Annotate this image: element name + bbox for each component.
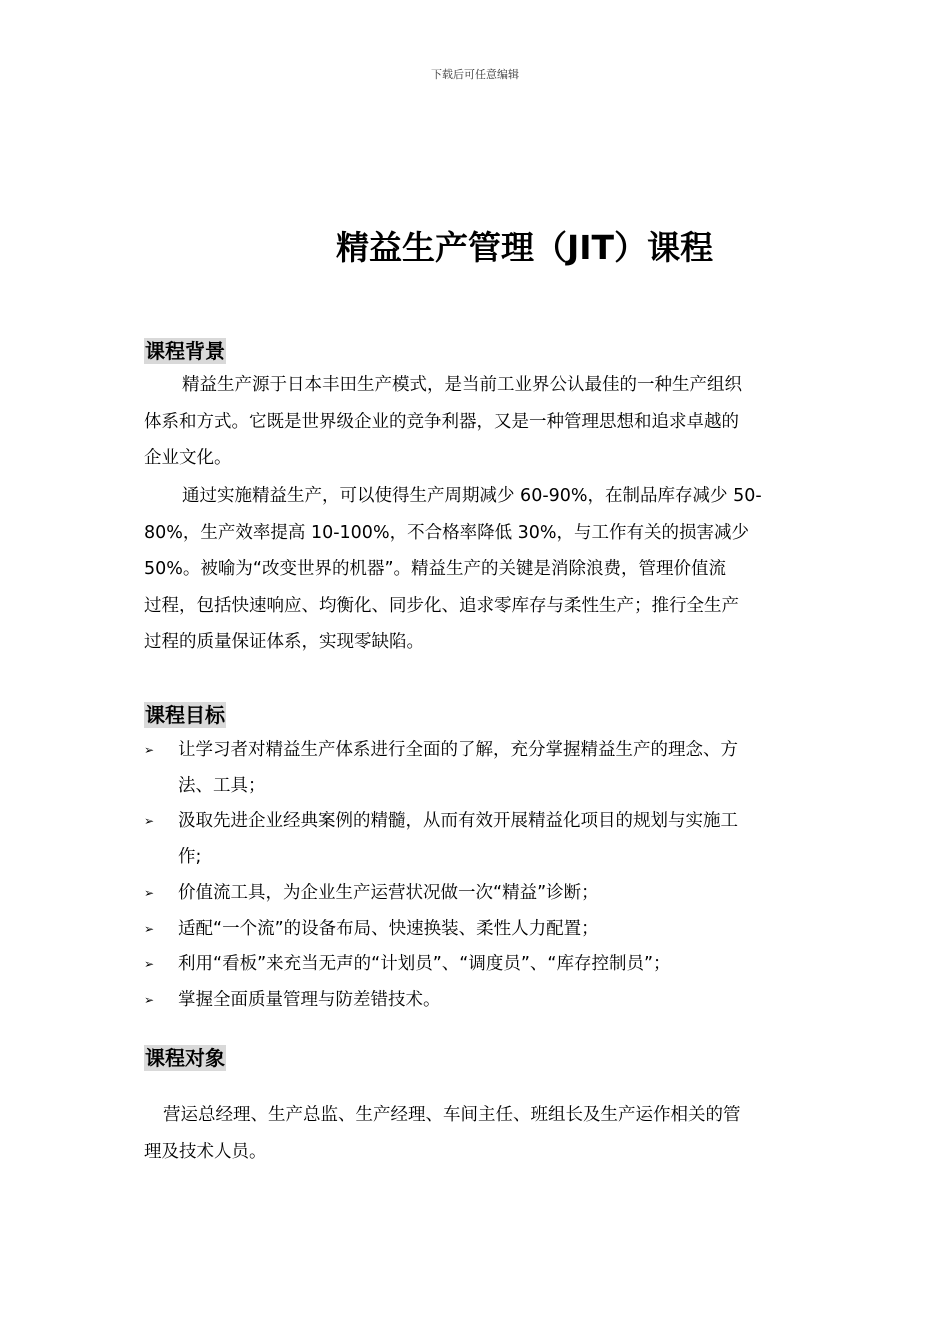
goal-item-line: 法、工具；	[178, 775, 266, 796]
paragraph-line: 过程，包括快速响应、均衡化、同步化、追求零库存与柔性生产；推行全生产	[144, 595, 739, 616]
audience-paragraph	[144, 1097, 804, 1170]
goal-item-line: 利用“看板”来充当无声的“计划员”、“调度员”、“库存控制员”；	[178, 954, 671, 975]
page-header-note: 下载后可任意编辑	[431, 68, 519, 81]
goal-item-line: 价值流工具，为企业生产运营状况做一次“精益”诊断；	[178, 882, 599, 903]
paragraph-line: 通过实施精益生产，可以使得生产周期减少 60-90%，在制品库存减少 50-	[182, 486, 762, 506]
arrow-bullet-icon: ➢	[144, 814, 155, 829]
goal-item	[144, 876, 804, 912]
arrow-bullet-icon: ➢	[144, 921, 155, 936]
document-title: 精益生产管理（JIT）课程	[336, 228, 714, 267]
goal-item	[144, 804, 804, 875]
paragraph-line: 精益生产源于日本丰田生产模式，是当前工业界公认最佳的一种生产组织	[182, 375, 742, 395]
goal-item-line: 让学习者对精益生产体系进行全面的了解，充分掌握精益生产的理念、方	[178, 740, 738, 760]
arrow-bullet-icon: ➢	[144, 885, 155, 900]
paragraph-line: 过程的质量保证体系，实现零缺陷。	[144, 632, 424, 652]
arrow-bullet-icon: ➢	[144, 992, 155, 1007]
section-heading-audience: 课程对象	[145, 1046, 225, 1070]
arrow-bullet-icon: ➢	[144, 957, 155, 972]
section-heading-goals: 课程目标	[145, 703, 225, 727]
paragraph-line: 企业文化。	[144, 448, 232, 468]
goal-item-line: 适配“一个流”的设备布局、快速换装、柔性人力配置；	[178, 918, 599, 939]
paragraph-line: 体系和方式。它既是世界级企业的竞争利器，又是一种管理思想和追求卓越的	[144, 411, 739, 432]
background-paragraph-1	[144, 367, 804, 477]
goal-item	[144, 733, 804, 804]
goals-list	[144, 733, 804, 1019]
goal-item	[144, 983, 804, 1019]
section-heading-background: 课程背景	[145, 339, 225, 363]
paragraph-line: 理及技术人员。	[144, 1141, 267, 1162]
paragraph-line: 营运总经理、生产总监、生产经理、车间主任、班组长及生产运作相关的管	[163, 1105, 741, 1125]
goal-item-line: 掌握全面质量管理与防差错技术。	[178, 989, 441, 1010]
goal-item	[144, 912, 804, 948]
goal-item	[144, 947, 804, 983]
background-paragraph-2	[144, 478, 804, 661]
paragraph-line: 50%。被喻为“改变世界的机器”。精益生产的关键是消除浪费，管理价值流	[144, 559, 727, 579]
goal-item-line: 作;	[178, 847, 202, 868]
arrow-bullet-icon: ➢	[144, 743, 155, 757]
goal-item-line: 汲取先进企业经典案例的精髓，从而有效开展精益化项目的规划与实施工	[178, 811, 738, 832]
paragraph-line: 80%，生产效率提高 10-100%，不合格率降低 30%，与工作有关的损害减少	[144, 522, 750, 543]
